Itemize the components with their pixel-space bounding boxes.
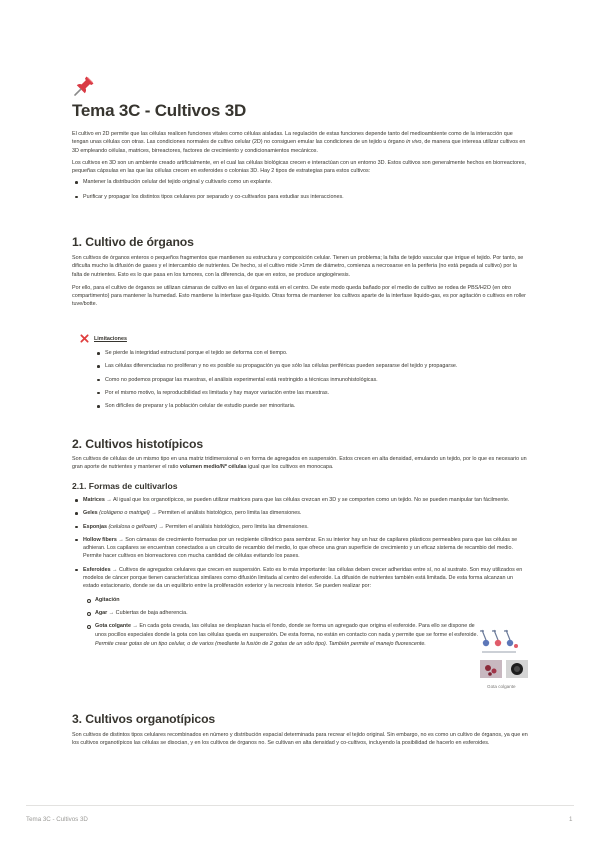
- intro-text: El cultivo en 2D permite que las células realicen funciones vitales como células aisladas. La regulación de estas funciones depende tanto del medioambiente como de la interacción que tengan unas células con otras. Las condiciones normales de cultivo celular (2D) no consiguen emular las condiciones de un tejido u órgano: [72, 131, 513, 146]
- list-item: [72, 523, 528, 531]
- note-text: Permite crear gotas de un tipo celular, o de varios (mediante la fusión de 2 gotas de un sólo tipo).: [95, 640, 329, 647]
- item-text: → Al igual que los organotípicos, se pueden utilizar matrices para que las células crezcan en 3D y se comporten como un tejido. No se pueden manipular tan fácilmente.: [104, 497, 510, 503]
- paragraph-bold: volumen medio/Nº células: [179, 464, 247, 471]
- page-number: 1: [569, 816, 573, 823]
- footer-title: Tema 3C - Cultivos 3D: [26, 816, 88, 823]
- list-item: Purificar y propagar los distintos tipos celulares por separado y co-cultivarlos para estudiar sus interacciones.: [72, 193, 528, 201]
- list-item: [72, 496, 528, 504]
- cultivation-methods: [72, 496, 528, 648]
- item-text: → Permiten el análisis histológico, pero limita las dimensiones.: [157, 523, 309, 530]
- list-item: [84, 622, 482, 639]
- section-1-paragraph-1: Son cultivos de órganos enteros o pequeños fragmentos que mantienen su estructura y composición celular. Tienen un problema; la falta de tejido vascular que irrigue el tejido. Por tanto, se dificulta mucho la difusión de gases y el intercambio de nutrientes. De hecho, si el cultivo mide >1mm de diámetro, comienza a necrosarse en la periferia (no está pegada al cultivo) por la falta de nutrientes. Esto es lo que pasa en los tumores, con la diferencia, de que en estos, se produce angiogénesis.: [72, 255, 524, 278]
- intro-paragraph-1: [72, 130, 528, 155]
- list-item: Mantener la distribución celular del tejido original y cultivarlo como un explante.: [72, 178, 528, 186]
- methods-list: [72, 496, 528, 591]
- note-text: También permite el manejo fluorescente.: [328, 640, 426, 647]
- item-text: → Permiten el análisis histológico, pero limita las dimensiones.: [149, 510, 302, 517]
- list-item: [84, 609, 482, 617]
- section-2-paragraph: [72, 455, 528, 472]
- item-term: Geles: [83, 510, 98, 517]
- list-item: [72, 566, 528, 591]
- section-1-body: [72, 254, 528, 309]
- list-item: Se pierde la integridad estructural porque el tejido se deforma con el tiempo.: [94, 349, 514, 357]
- item-term: Esferoides: [83, 566, 111, 573]
- item-term: Agitación: [95, 596, 120, 603]
- paragraph-text: igual que los cultivos en monocapa.: [246, 464, 334, 471]
- subsection-heading: 2.1. Formas de cultivarlos: [72, 481, 178, 491]
- page-title: Tema 3C - Cultivos 3D: [72, 101, 247, 120]
- list-item: Como no podemos propagar las muestras, el análisis experimental está restringido a técnicas inmunohistológicas.: [94, 376, 514, 384]
- intro-text: , de manera que interesa utilizar cultivos en 3D empleando células, matrices, birreactores, factores de crecimiento y condicionamientos mecánicos.: [72, 139, 526, 154]
- intro-list: [72, 178, 528, 201]
- figure-caption: Gota colgante: [487, 684, 516, 689]
- list-item: Son difíciles de preparar y la población celular de estudio puede ser minoritaria.: [94, 402, 514, 410]
- item-term: Gota colgante: [95, 623, 131, 630]
- spheroid-methods-list: [84, 596, 482, 639]
- item-term: Esponjas: [83, 523, 107, 530]
- section-3-paragraph: Son cultivos de distintos tipos celulares recombinados en número y distribución espacial determinada para recrear el tejido original. Sin embargo, no es como un cultivo de órganos, ya que en los cultivos organotípicos las células se disocian, y en los cultivos de órganos no. Se cultivan en alta densidad y co-cultivos, incluyendo la posibilidad de hacerlo en esferoides.: [72, 732, 528, 747]
- intro-paragraph-2: Los cultivos en 3D son un ambiente creado artificialmente, en el cual las células biológicas crecen e interactúan con un entorno 3D. Estos cultivos son generalmente hechos en biorreactores, pequeñas cápsulas en las que las células crecen en esferoides o colonias 3D. Hay 2 tipos de estrategias para estos cultivos:: [72, 159, 526, 175]
- hanging-drop-figure: [476, 628, 532, 682]
- list-item: [72, 536, 528, 561]
- item-term: Agar: [95, 609, 108, 616]
- callout-title: Limitaciones: [94, 336, 127, 342]
- limitations-list: [94, 349, 514, 410]
- list-item: [84, 596, 482, 604]
- paragraph-text: Son cultivos de células de un mismo tipo en una matriz tridimensional o en forma de agregados en suspensión. Estos crecen en alta densidad, emulando un tejido, por lo que es necesario un gran aporte de nutrientes y mantener el ratio: [72, 456, 527, 471]
- footer-divider: [26, 805, 574, 806]
- item-text: → En cada gota creada, las células se desplazan hacia el fondo, donde se forma un agregado que origina el esferoide. Para ello se dispone de unos pocillos especiales donde la gota con las células queda en suspensión. De esta forma, no están en contacto con nada y permite que se forme el esferoide.: [95, 623, 478, 638]
- hanging-drop-note: [95, 640, 443, 648]
- section-3-heading: 3. Cultivos organotípicos: [72, 712, 216, 726]
- section-2-heading: 2. Cultivos histotípicos: [72, 437, 204, 451]
- item-text: → Cultivos de agregados celulares que crecen en suspensión. Esto es lo más importante: las células deben crecer adheridas entre sí, no al sustrato. Son muy utilizados en modelos de cáncer porque tienen características similares como difusión limitada al centro del esferoide. La difusión de nutrientes también está limitada. De esta forma alcanzan un estado estacionario, donde se da un equilibrio entre la proliferación exterior y la necrosis interior. Se pueden realizar por:: [83, 566, 523, 590]
- list-item: Por el mismo motivo, la reproducibilidad es limitada y hay mayor variación entre las muestras.: [94, 389, 514, 397]
- list-item: Las células diferenciadas no proliferan y no es posible su propagación ya que sólo las células periféricas pueden separarse del tejido y propagarse.: [94, 362, 514, 370]
- item-emphasis: (celulosa o gelfoam): [106, 523, 158, 530]
- item-text: → Son cámaras de crecimiento formadas por un recipiente cilíndrico para sembrar. En su interior hay un haz de capilares plásticos permeables para que las células se adhieran. Los capilares se encuentran conectados a un circuito de recambio del medio, lo que ofrece una gran superficie de crecimiento y un eficaz sistema de recambio del medio. Permite hacer cultivos en biorreactores con mucha cantidad de células evitando los pases.: [83, 536, 518, 560]
- item-term: Matrices: [83, 497, 105, 503]
- list-item: [72, 509, 528, 517]
- pipette-row-image: [480, 630, 518, 652]
- cross-mark-icon: [80, 334, 89, 343]
- section-1-heading: 1. Cultivo de órganos: [72, 235, 194, 249]
- item-text: → Cubiertas de baja adherencia.: [107, 609, 188, 616]
- intro-emphasis: in vivo: [406, 139, 422, 146]
- item-emphasis: (colágeno o matrigel): [97, 510, 150, 517]
- section-3-body: [72, 731, 528, 748]
- micrograph-images: [480, 660, 528, 678]
- intro-section: [72, 130, 528, 201]
- section-1-paragraph-2: Por ello, para el cultivo de órganos se utilizan cámaras de cultivo en las el órgano está en el centro. De este modo queda bañado por el medio de cultivo se rodea de PBS/H2O (en otro compartimento) para mantener la humedad. Esto mantiene la interfase gas-líquido. Otras forma de mantener los cultivos aparte de la interfase líquido-gas, es por agitación o cultivos en roller tuve/botte.: [72, 284, 526, 308]
- pushpin-icon: [72, 74, 96, 98]
- section-2-intro: [72, 455, 528, 472]
- item-term: Hollow fibers: [83, 536, 117, 543]
